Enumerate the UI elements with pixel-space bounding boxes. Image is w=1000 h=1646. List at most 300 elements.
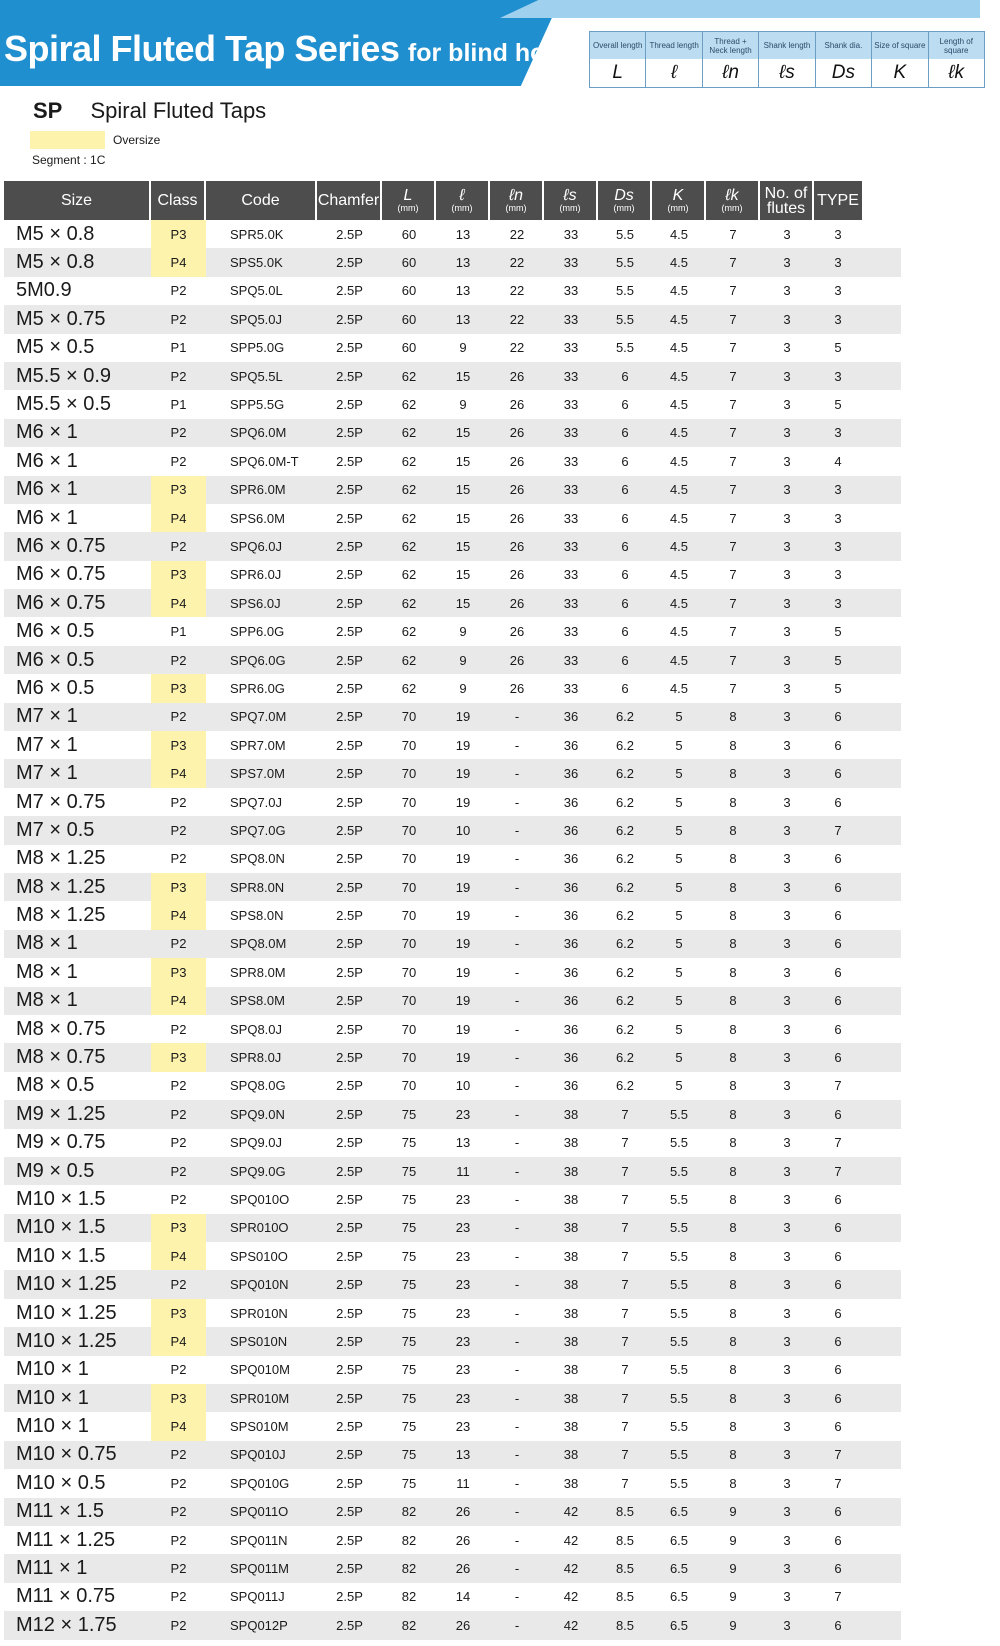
cell-square-length: 7 [729,340,737,356]
legend-symbol: ℓk [948,62,965,83]
column-header-shank-dia [598,181,652,220]
column-header-label: K [672,187,684,204]
cell-size: M10 × 1.5 [16,1216,106,1239]
cell-l: 82 [401,1561,417,1577]
table-row [4,589,901,617]
cell-l: 60 [401,226,417,242]
cell-code: SPQ6.0G [230,652,286,668]
cell-shank-length: 36 [563,794,579,810]
cell-square-length: 8 [729,737,737,753]
cell-l: 75 [401,1135,417,1151]
cell-thread-neck-length: - [514,1106,520,1122]
cell-thread-neck-length: - [514,1504,520,1520]
cell-size: M10 × 1 [16,1415,89,1438]
cell-class: P2 [170,851,187,867]
column-header-label: ℓs [563,187,577,204]
cell-size: M6 × 1 [16,478,78,501]
cell-flutes: 3 [783,680,791,696]
legend-symbol: K [893,62,907,83]
cell-chamfer: 2.5P [336,851,363,867]
cell-square-size: 4.5 [669,397,689,413]
cell-code: SPR010N [230,1305,288,1321]
cell-size: M10 × 0.5 [16,1471,106,1494]
cell-square-length: 7 [729,595,737,611]
cell-shank-length: 33 [563,652,579,668]
cell-chamfer: 2.5P [336,1532,363,1548]
cell-thread-length: 9 [459,340,467,356]
cell-square-size: 6.5 [669,1504,689,1520]
cell-code: SPQ010O [230,1191,290,1207]
cell-shank-dia: 6 [621,567,629,583]
cell-l: 62 [401,538,417,554]
page-title [4,28,566,70]
cell-shank-dia: 6.2 [615,737,635,753]
cell-shank-length: 38 [563,1220,579,1236]
cell-chamfer: 2.5P [336,1078,363,1094]
cell-square-length: 8 [729,709,737,725]
legend-symbol: ℓ [671,62,678,83]
column-header-class [151,181,206,220]
cell-l: 82 [401,1589,417,1605]
cell-shank-dia: 6.2 [615,1078,635,1094]
cell-type: 7 [834,1589,842,1605]
cell-shank-dia: 8.5 [615,1589,635,1605]
cell-square-size: 5 [675,908,683,924]
cell-thread-length: 15 [455,567,471,583]
cell-l: 70 [401,766,417,782]
cell-square-length: 9 [729,1532,737,1548]
cell-shank-dia: 7 [621,1475,629,1491]
legend-cell [871,32,927,87]
cell-l: 70 [401,794,417,810]
cell-thread-length: 11 [456,1163,470,1179]
cell-thread-neck-length: 26 [509,538,525,554]
cell-type: 7 [834,1447,842,1463]
cell-shank-dia: 7 [621,1390,629,1406]
cell-class: P2 [170,1135,187,1151]
cell-square-length: 7 [729,624,737,640]
cell-size: M6 × 0.75 [16,534,106,557]
cell-type: 4 [834,453,842,469]
cell-size: M6 × 0.5 [16,620,95,643]
cell-square-size: 5.5 [669,1248,689,1264]
cell-type: 3 [834,311,842,327]
legend-cell [590,32,645,87]
cell-flutes: 3 [783,794,791,810]
cell-square-length: 8 [729,822,737,838]
cell-chamfer: 2.5P [336,1277,363,1293]
cell-flutes: 3 [783,510,791,526]
cell-thread-length: 19 [455,993,471,1009]
cell-size: M10 × 1.25 [16,1301,117,1324]
cell-shank-length: 38 [563,1447,579,1463]
cell-l: 70 [401,1021,417,1037]
cell-code: SPQ5.0J [230,311,283,327]
cell-shank-length: 38 [563,1163,579,1179]
cell-code: SPQ8.0M [230,936,287,952]
cell-thread-length: 26 [455,1617,471,1633]
table-row [4,646,901,674]
cell-thread-neck-length: - [514,1532,520,1548]
cell-shank-dia: 7 [621,1191,629,1207]
cell-size: M10 × 1 [16,1386,89,1409]
cell-flutes: 3 [783,1617,791,1633]
cell-thread-length: 23 [455,1305,471,1321]
cell-flutes: 3 [783,1191,791,1207]
cell-thread-neck-length: 22 [509,340,525,356]
cell-flutes: 3 [783,255,791,271]
cell-flutes: 3 [783,1050,791,1066]
table-row [4,1015,901,1043]
cell-shank-length: 33 [563,226,579,242]
dimension-legend [589,31,985,88]
cell-square-size: 4.5 [669,453,689,469]
column-header-unit: (mm) [721,203,743,213]
cell-thread-length: 15 [455,595,471,611]
cell-square-length: 8 [729,1305,737,1321]
cell-thread-neck-length: - [514,1589,520,1605]
cell-shank-length: 42 [563,1589,579,1605]
cell-chamfer: 2.5P [336,226,363,242]
cell-thread-length: 23 [455,1191,471,1207]
cell-chamfer: 2.5P [336,340,363,356]
cell-shank-length: 38 [563,1475,579,1491]
column-header-code [206,181,317,220]
cell-type: 3 [834,425,842,441]
legend-symbol: ℓn [722,62,739,83]
cell-square-size: 4.5 [669,311,689,327]
cell-square-size: 4.5 [669,538,689,554]
cell-square-length: 8 [729,964,737,980]
table-row [4,390,901,418]
cell-thread-length: 19 [455,766,471,782]
cell-thread-length: 10 [455,1078,471,1094]
cell-l: 60 [401,255,417,271]
cell-thread-length: 13 [455,226,471,242]
cell-thread-length: 26 [455,1532,471,1548]
cell-thread-neck-length: - [514,709,520,725]
cell-class: P2 [170,1532,187,1548]
cell-l: 75 [401,1277,417,1293]
cell-code: SPS8.0M [230,993,285,1009]
cell-square-size: 6.5 [669,1617,689,1633]
cell-shank-length: 38 [563,1191,579,1207]
cell-size: M10 × 1 [16,1358,89,1381]
cell-l: 75 [401,1220,417,1236]
cell-square-size: 5.5 [669,1362,689,1378]
cell-flutes: 3 [783,822,791,838]
cell-type: 6 [834,766,842,782]
cell-flutes: 3 [783,311,791,327]
cell-square-size: 5 [675,1021,683,1037]
cell-thread-neck-length: - [514,936,520,952]
cell-l: 60 [401,340,417,356]
cell-square-length: 8 [729,1163,737,1179]
cell-square-length: 8 [729,1333,737,1349]
cell-thread-length: 19 [455,851,471,867]
cell-l: 75 [401,1248,417,1264]
cell-chamfer: 2.5P [336,1163,363,1179]
cell-shank-length: 33 [563,482,579,498]
cell-flutes: 3 [783,1447,791,1463]
cell-shank-length: 38 [563,1248,579,1264]
cell-thread-neck-length: - [514,1248,520,1264]
column-header-unit: (mm) [505,203,527,213]
cell-code: SPQ6.0M-T [230,453,299,469]
cell-shank-length: 33 [563,453,579,469]
cell-size: M8 × 0.5 [16,1074,95,1097]
column-header-square-length [706,181,760,220]
cell-square-length: 7 [729,567,737,583]
cell-thread-neck-length: 26 [509,652,525,668]
cell-class: P2 [170,1021,187,1037]
cell-thread-length: 19 [455,908,471,924]
cell-code: SPQ9.0J [230,1135,283,1151]
cell-flutes: 3 [783,595,791,611]
cell-shank-length: 38 [563,1305,579,1321]
cell-type: 3 [834,255,842,271]
cell-code: SPS5.0K [230,255,283,271]
table-row [4,1611,901,1639]
cell-square-size: 5.5 [669,1163,689,1179]
cell-thread-neck-length: - [514,1561,520,1577]
cell-size: M12 × 1.75 [16,1613,117,1636]
cell-chamfer: 2.5P [336,425,363,441]
cell-square-length: 7 [729,510,737,526]
column-header-thread-neck-length [490,181,544,220]
table-row [4,816,901,844]
cell-shank-length: 33 [563,510,579,526]
cell-thread-neck-length: - [514,1220,520,1236]
cell-shank-dia: 7 [621,1305,629,1321]
cell-flutes: 3 [783,1504,791,1520]
table-row [4,674,901,702]
cell-type: 5 [834,624,842,640]
cell-class: P4 [151,1242,206,1270]
cell-thread-length: 14 [455,1589,471,1605]
cell-flutes: 3 [783,1163,791,1179]
table-row [4,845,901,873]
cell-type: 7 [834,1163,842,1179]
cell-chamfer: 2.5P [336,680,363,696]
cell-shank-length: 36 [563,908,579,924]
cell-shank-dia: 7 [621,1447,629,1463]
cell-chamfer: 2.5P [336,1475,363,1491]
cell-size: M7 × 1 [16,762,78,785]
cell-class: P2 [170,1191,187,1207]
cell-shank-dia: 7 [621,1163,629,1179]
cell-square-size: 5 [675,964,683,980]
cell-thread-length: 23 [455,1333,471,1349]
cell-l: 70 [401,879,417,895]
cell-flutes: 3 [783,624,791,640]
cell-flutes: 3 [783,1333,791,1349]
cell-type: 3 [834,510,842,526]
cell-chamfer: 2.5P [336,794,363,810]
cell-type: 6 [834,1561,842,1577]
cell-type: 7 [834,822,842,838]
cell-shank-length: 33 [563,397,579,413]
cell-type: 6 [834,1305,842,1321]
cell-shank-length: 33 [563,311,579,327]
cell-square-size: 5 [675,851,683,867]
cell-l: 62 [401,425,417,441]
cell-code: SPQ6.0J [230,538,283,554]
cell-class: P2 [170,1163,187,1179]
table-row [4,703,901,731]
cell-type: 6 [834,1419,842,1435]
cell-flutes: 3 [783,1021,791,1037]
cell-square-length: 7 [729,453,737,469]
cell-thread-length: 19 [455,1021,471,1037]
cell-thread-length: 26 [455,1561,471,1577]
cell-shank-length: 36 [563,1021,579,1037]
cell-size: M6 × 0.5 [16,648,95,671]
cell-class: P2 [170,1362,187,1378]
cell-class: P4 [151,759,206,787]
cell-l: 75 [401,1191,417,1207]
cell-shank-dia: 6 [621,482,629,498]
table-row [4,277,901,305]
cell-square-length: 9 [729,1504,737,1520]
cell-square-length: 8 [729,1220,737,1236]
legend-label: Shank dia. [816,32,871,59]
cell-thread-neck-length: - [514,1475,520,1491]
cell-size: M8 × 0.75 [16,1017,106,1040]
cell-class: P3 [151,958,206,986]
cell-square-length: 8 [729,1362,737,1378]
cell-l: 75 [401,1447,417,1463]
cell-flutes: 3 [783,936,791,952]
column-header-unit: (mm) [559,203,581,213]
cell-class: P2 [170,1447,187,1463]
column-header-thread-length [436,181,490,220]
cell-class: P2 [170,652,187,668]
cell-thread-neck-length: 26 [509,425,525,441]
cell-flutes: 3 [783,879,791,895]
cell-square-size: 4.5 [669,226,689,242]
table-row [4,1072,901,1100]
cell-square-length: 8 [729,1248,737,1264]
cell-l: 75 [401,1362,417,1378]
cell-chamfer: 2.5P [336,737,363,753]
cell-size: M7 × 0.5 [16,818,95,841]
cell-code: SPR6.0G [230,680,285,696]
table-row [4,1384,901,1412]
cell-square-size: 5.5 [669,1277,689,1293]
cell-square-size: 4.5 [669,283,689,299]
cell-flutes: 3 [783,1362,791,1378]
cell-thread-length: 23 [455,1248,471,1264]
cell-code: SPQ7.0G [230,822,286,838]
cell-square-size: 5.5 [669,1475,689,1491]
cell-size: M8 × 0.75 [16,1046,106,1069]
cell-chamfer: 2.5P [336,822,363,838]
cell-square-length: 7 [729,482,737,498]
cell-code: SPQ010N [230,1277,289,1293]
cell-chamfer: 2.5P [336,709,363,725]
cell-square-size: 5 [675,766,683,782]
cell-type: 6 [834,1617,842,1633]
cell-shank-dia: 7 [621,1248,629,1264]
cell-size: M11 × 1 [16,1557,88,1580]
cell-code: SPQ011N [230,1532,288,1548]
cell-square-length: 8 [729,908,737,924]
cell-code: SPQ8.0J [230,1021,283,1037]
cell-size: M10 × 1.5 [16,1244,106,1267]
cell-thread-neck-length: - [514,851,520,867]
cell-code: SPQ5.5L [230,368,283,384]
column-header-label: Ds [614,187,634,204]
cell-type: 6 [834,709,842,725]
cell-thread-length: 9 [459,624,467,640]
cell-square-length: 7 [729,397,737,413]
cell-l: 70 [401,1078,417,1094]
cell-thread-length: 23 [455,1106,471,1122]
cell-type: 6 [834,737,842,753]
cell-size: M5 × 0.8 [16,251,95,274]
cell-thread-neck-length: 26 [509,368,525,384]
column-header-unit: (mm) [451,203,473,213]
cell-shank-dia: 7 [621,1333,629,1349]
column-header-unit: (mm) [613,203,635,213]
cell-l: 62 [401,482,417,498]
cell-type: 6 [834,851,842,867]
cell-class: P4 [151,987,206,1015]
cell-shank-dia: 7 [621,1419,629,1435]
oversize-key [30,131,160,149]
cell-size: M9 × 0.5 [16,1159,95,1182]
cell-chamfer: 2.5P [336,879,363,895]
cell-square-size: 5 [675,993,683,1009]
cell-square-size: 5.5 [669,1220,689,1236]
cell-code: SPQ011M [230,1561,290,1577]
column-header-size [4,181,151,220]
table-header [4,181,901,220]
cell-chamfer: 2.5P [336,1106,363,1122]
cell-chamfer: 2.5P [336,1561,363,1577]
cell-size: M7 × 1 [16,733,78,756]
cell-thread-length: 19 [455,794,471,810]
cell-flutes: 3 [783,1277,791,1293]
cell-square-size: 5 [675,737,683,753]
cell-chamfer: 2.5P [336,964,363,980]
cell-flutes: 3 [783,964,791,980]
cell-square-size: 5 [675,822,683,838]
cell-class: P1 [170,397,187,413]
cell-type: 6 [834,908,842,924]
cell-shank-length: 33 [563,368,579,384]
cell-chamfer: 2.5P [336,1220,363,1236]
cell-size: M5 × 0.5 [16,336,95,359]
cell-shank-dia: 6.2 [615,794,635,810]
table-body [4,220,901,1640]
cell-code: SPQ012P [230,1617,288,1633]
cell-thread-neck-length: - [514,1191,520,1207]
cell-flutes: 3 [783,368,791,384]
cell-thread-length: 23 [455,1220,471,1236]
cell-thread-length: 13 [455,1135,471,1151]
cell-shank-dia: 6 [621,538,629,554]
cell-class: P3 [151,561,206,589]
cell-shank-dia: 6 [621,680,629,696]
cell-flutes: 3 [783,1248,791,1264]
cell-thread-length: 19 [455,936,471,952]
cell-code: SPQ9.0G [230,1163,286,1179]
cell-code: SPR6.0M [230,482,286,498]
spec-table [4,181,901,1640]
cell-thread-length: 15 [455,368,471,384]
